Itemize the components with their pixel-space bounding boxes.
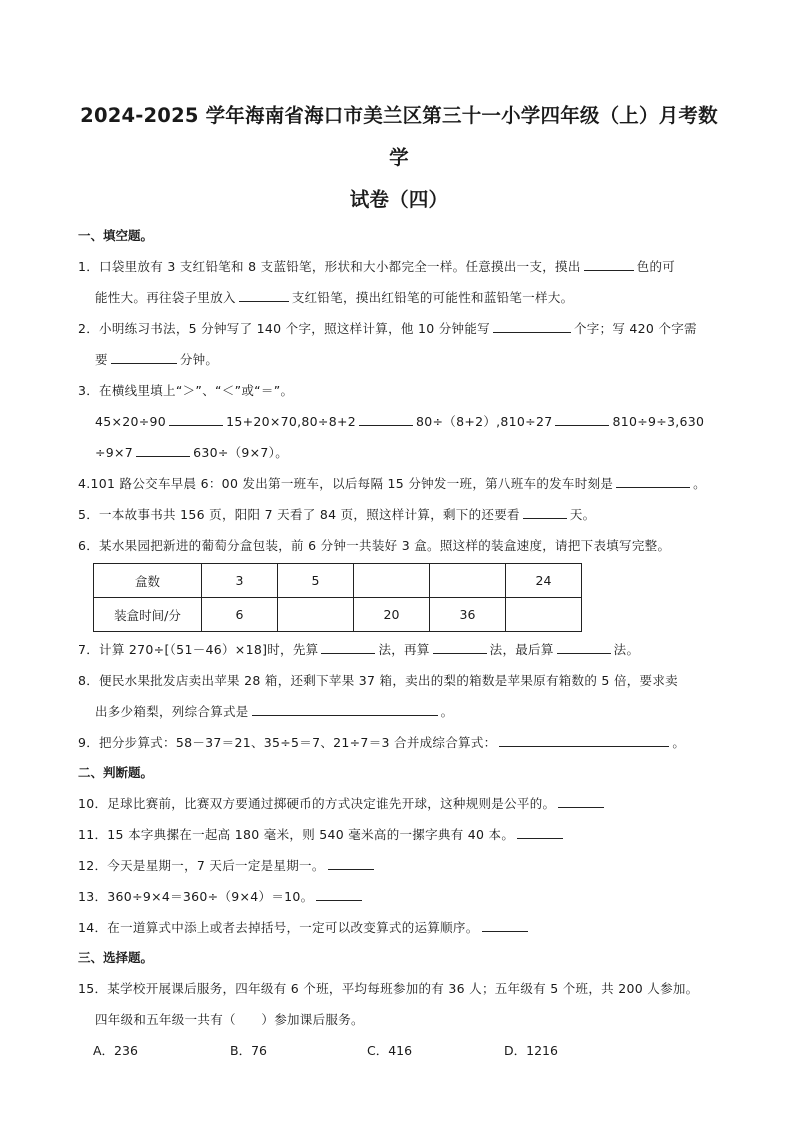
question-9: 9．把分步算式：58－37＝21、35÷5＝7、21÷7＝3 合并成综合算式： 。 <box>78 727 720 758</box>
option-c[interactable]: C．416 <box>367 1043 413 1058</box>
answer-blank[interactable] <box>555 411 609 426</box>
page-title: 2024-2025 学年海南省海口市美兰区第三十一小学四年级（上）月考数学 <box>80 104 718 169</box>
table-row <box>94 564 582 598</box>
answer-blank[interactable] <box>517 824 563 839</box>
answer-blank[interactable] <box>359 411 413 426</box>
answer-blank[interactable] <box>584 256 634 271</box>
option-d[interactable]: D．1216 <box>504 1043 558 1058</box>
question-13: 13．360÷9×4＝360÷（9×4）＝10。 <box>78 881 720 912</box>
table-cell[interactable] <box>354 564 430 598</box>
answer-blank[interactable] <box>252 701 438 716</box>
answer-blank[interactable] <box>523 504 567 519</box>
table-cell: 24 <box>506 564 582 598</box>
question-11: 11．15 本字典摞在一起高 180 毫米，则 540 毫米高的一摞字典有 40 本。 <box>78 819 720 850</box>
table-cell: 36 <box>430 598 506 632</box>
page-title-continued: 试卷（四） <box>349 188 449 211</box>
table-cell[interactable] <box>506 598 582 632</box>
table-cell: 3 <box>202 564 278 598</box>
answer-blank[interactable] <box>558 793 604 808</box>
table-cell[interactable] <box>430 564 506 598</box>
question-2: 2．小明练习书法，5 分钟写了 140 个字，照这样计算，他 10 分钟能写 个字；写 420 个字需 要 分钟。 <box>78 313 720 375</box>
option-b[interactable]: B．76 <box>230 1043 267 1058</box>
table-row <box>94 598 582 632</box>
question-3: 3．在横线里填上“＞”、“＜”或“＝”。 45×20÷90 15+20×70,80÷8+2 80÷（8+2）,810÷27 810÷9÷3,630 ÷9×7 630÷（9×7）。 <box>78 383 705 460</box>
answer-blank[interactable] <box>557 639 611 654</box>
packing-table <box>93 563 582 632</box>
answer-blank[interactable] <box>111 349 177 364</box>
answer-blank[interactable] <box>169 411 223 426</box>
answer-blank[interactable] <box>482 917 528 932</box>
section-true-false: 二、判断题。 <box>78 765 154 780</box>
table-cell: 盒数 <box>94 564 202 598</box>
answer-blank[interactable] <box>321 639 375 654</box>
option-a[interactable]: A．236 <box>93 1043 138 1058</box>
answer-blank[interactable] <box>328 855 374 870</box>
choice-options <box>78 1035 720 1066</box>
section-multiple-choice: 三、选择题。 <box>78 950 154 965</box>
section-fill-in: 一、填空题。 <box>78 228 154 243</box>
question-7: 7．计算 270÷[（51－46）×18]时，先算 法，再算 法，最后算 法。 <box>78 634 720 665</box>
answer-blank[interactable] <box>136 442 190 457</box>
question-15: 15．某学校开展课后服务，四年级有 6 个班，平均每班参加的有 36 人；五年级有 5 个班，共 200 人参加。 四年级和五年级一共有（ ）参加课后服务。 <box>78 981 699 1027</box>
question-10: 10．足球比赛前，比赛双方要通过掷硬币的方式决定谁先开球，这种规则是公平的。 <box>78 788 720 819</box>
question-5: 5．一本故事书共 156 页，阳阳 7 天看了 84 页，照这样计算，剩下的还要看 天。 <box>78 499 720 530</box>
answer-blank[interactable] <box>493 318 571 333</box>
table-cell: 5 <box>278 564 354 598</box>
answer-blank[interactable] <box>433 639 487 654</box>
answer-blank[interactable] <box>499 732 669 747</box>
question-1: 1．口袋里放有 3 支红铅笔和 8 支蓝铅笔，形状和大小都完全一样。任意摸出一支，摸出 色的可 能性大。再往袋子里放入 支红铅笔，摸出红铅笔的可能性和蓝铅笔一样大。 <box>78 251 720 313</box>
answer-blank[interactable] <box>616 473 690 488</box>
table-cell[interactable] <box>278 598 354 632</box>
table-cell: 装盒时间/分 <box>94 598 202 632</box>
table-cell: 6 <box>202 598 278 632</box>
answer-blank[interactable] <box>316 886 362 901</box>
answer-blank[interactable] <box>239 287 289 302</box>
question-8: 8．便民水果批发店卖出苹果 28 箱，还剩下苹果 37 箱，卖出的梨的箱数是苹果原有箱数的 5 倍，要求卖 出多少箱梨，列综合算式是 。 <box>78 673 678 719</box>
question-12: 12．今天是星期一，7 天后一定是星期一。 <box>78 850 720 881</box>
question-4: 4.101 路公交车早晨 6：00 发出第一班车，以后每隔 15 分钟发一班，第八班车的发车时刻是 。 <box>78 468 720 499</box>
question-14: 14．在一道算式中添上或者去掉括号，一定可以改变算式的运算顺序。 <box>78 912 720 943</box>
table-cell: 20 <box>354 598 430 632</box>
question-6: 6．某水果园把新进的葡萄分盒包装，前 6 分钟一共装好 3 盒。照这样的装盒速度，请把下表填写完整。 <box>78 538 671 553</box>
